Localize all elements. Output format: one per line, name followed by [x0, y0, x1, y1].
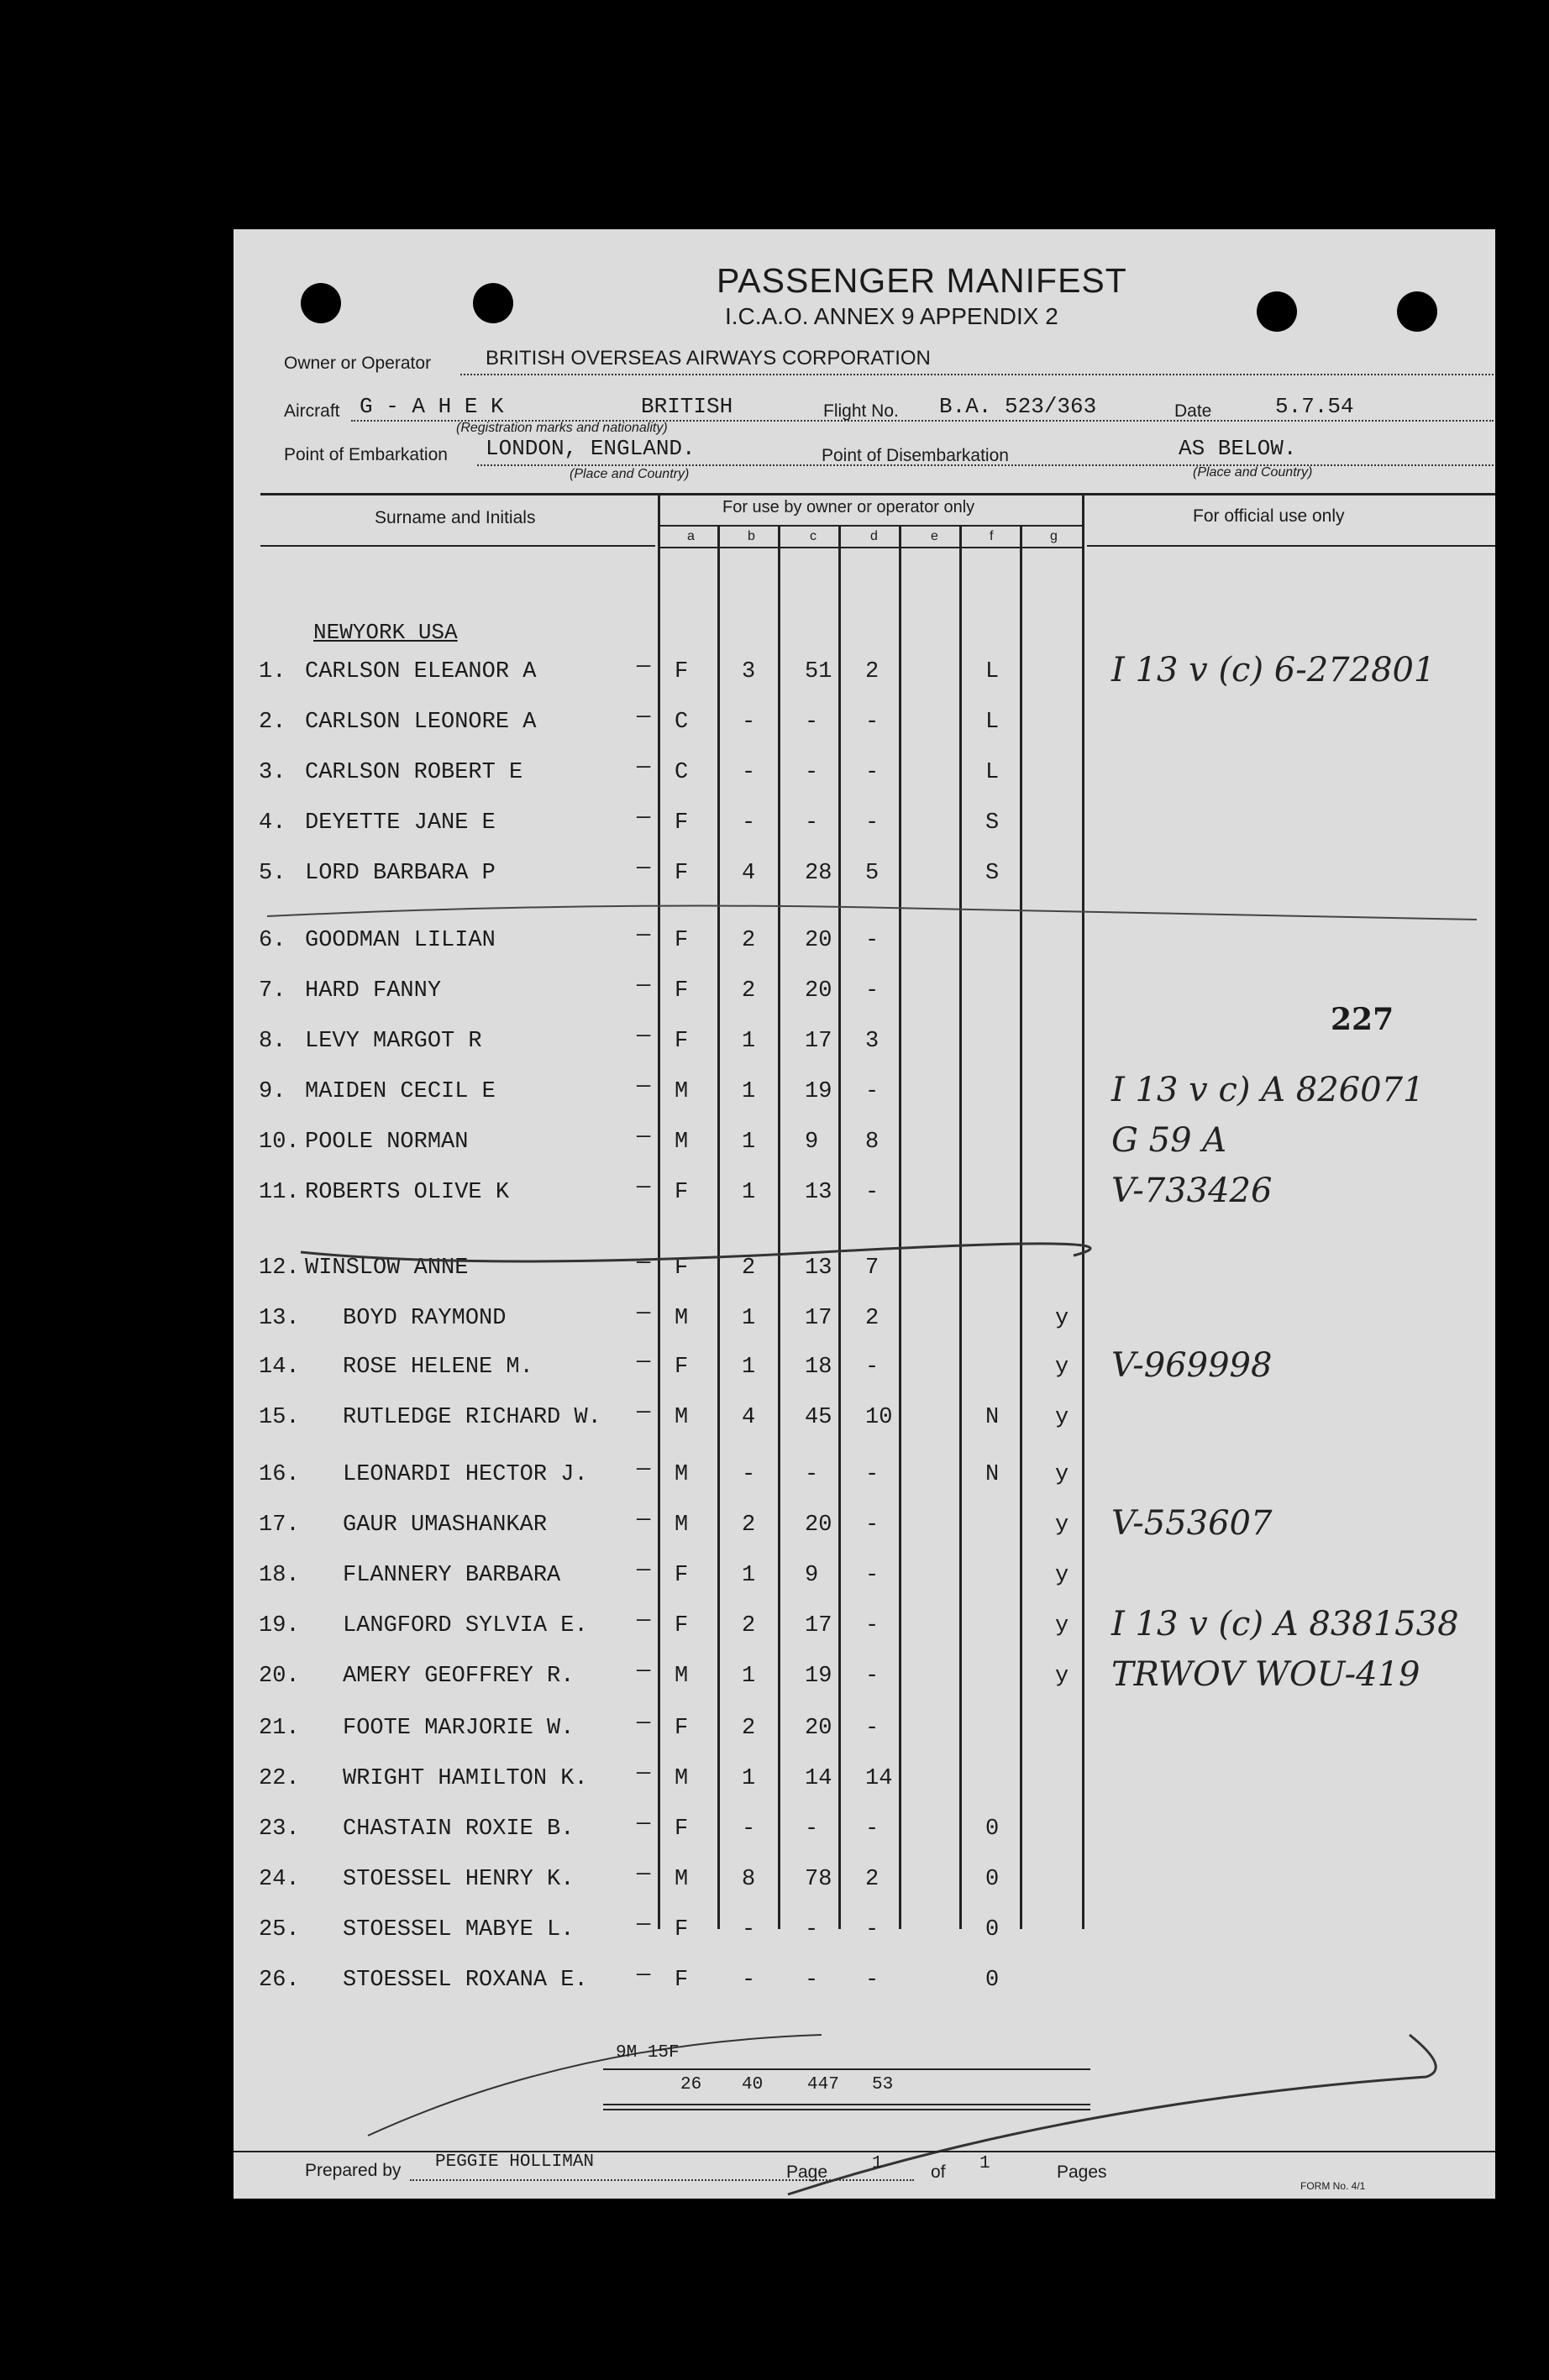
totals-d: 447 [807, 2075, 839, 2094]
col-c-value: 18 [805, 1355, 832, 1380]
col-b-value: 1 [742, 1355, 756, 1380]
col-c-value: - [805, 1968, 819, 1993]
sex-code: F [675, 1917, 689, 1942]
col-b-value: 2 [742, 1613, 756, 1638]
col-c-value: 9 [805, 1130, 819, 1155]
col-c-value: 51 [805, 659, 832, 684]
passenger-name: FOOTE MARJORIE W. [343, 1716, 575, 1741]
row-number: 18. [259, 1563, 300, 1588]
col-c-value: 20 [805, 978, 832, 1004]
col-d-value: - [865, 928, 880, 953]
check-mark-icon: — [637, 1175, 651, 1200]
col-f-value: L [985, 659, 1000, 684]
passenger-name: ROSE HELENE M. [343, 1355, 533, 1380]
check-mark-icon: — [637, 1024, 651, 1049]
col-c-value: 20 [805, 1716, 832, 1741]
check-mark-icon: — [637, 1761, 651, 1786]
col-c-value: 28 [805, 861, 832, 886]
passenger-name: LORD BARBARA P [305, 861, 496, 886]
col-c-value: - [805, 1917, 819, 1942]
passenger-name: ROBERTS OLIVE K [305, 1180, 510, 1205]
col-letter-a: a [687, 529, 695, 543]
row-number: 14. [259, 1355, 300, 1380]
col-c-value: 19 [805, 1079, 832, 1104]
col-c-value: 17 [805, 1306, 832, 1331]
col-g-value: y [1055, 1664, 1069, 1689]
col-b-value: 1 [742, 1306, 756, 1331]
form-title: PASSENGER MANIFEST [717, 261, 1127, 300]
col-d-value: - [865, 710, 880, 735]
totals-c: 40 [742, 2075, 764, 2094]
row-number: 15. [259, 1405, 300, 1430]
aircraft-label: Aircraft [284, 401, 340, 421]
check-mark-icon: — [637, 1507, 651, 1533]
row-number: 24. [259, 1867, 300, 1892]
col-letter-g: g [1050, 529, 1058, 543]
col-g-value: y [1055, 1563, 1069, 1588]
col-official: For official use only [1193, 506, 1345, 526]
passenger-name: LANGFORD SYLVIA E. [343, 1613, 588, 1638]
col-b-value: - [742, 760, 756, 785]
totals-b: 26 [680, 2075, 702, 2094]
disembark-value: AS BELOW. [1179, 436, 1297, 461]
col-b-value: 1 [742, 1664, 756, 1689]
passenger-name: DEYETTE JANE E [305, 810, 496, 836]
col-d-value: - [865, 760, 880, 785]
passenger-name: RUTLEDGE RICHARD W. [343, 1405, 601, 1430]
sex-code: F [675, 1816, 689, 1842]
sex-code: M [675, 1867, 689, 1892]
official-note: V-733426 [1111, 1172, 1273, 1210]
col-d-value: 8 [865, 1130, 880, 1155]
col-b-value: 2 [742, 1256, 756, 1281]
col-d-value: - [865, 978, 880, 1004]
col-b-value: 2 [742, 928, 756, 953]
row-number: 13. [259, 1306, 300, 1331]
col-operator: For use by owner or operator only [722, 498, 975, 516]
col-d-value: 14 [865, 1766, 893, 1791]
of-label: of [931, 2162, 946, 2182]
col-letter-c: c [810, 529, 817, 543]
sex-code: F [675, 1180, 689, 1205]
col-c-value: - [805, 1816, 819, 1842]
row-number: 2. [259, 710, 286, 735]
row-number: 12. [259, 1256, 300, 1281]
check-mark-icon: — [637, 1862, 651, 1887]
pages-label: Pages [1057, 2162, 1107, 2182]
col-b-value: 1 [742, 1563, 756, 1588]
sex-code: F [675, 659, 689, 684]
col-c-value: 17 [805, 1029, 832, 1054]
date-label: Date [1174, 401, 1212, 421]
col-b-value: 2 [742, 1716, 756, 1741]
passenger-name: STOESSEL ROXANA E. [343, 1968, 588, 1993]
check-mark-icon: — [637, 1608, 651, 1633]
col-f-value: N [985, 1462, 1000, 1487]
sex-code: C [675, 710, 689, 735]
check-mark-icon: — [637, 923, 651, 948]
check-mark-icon: — [637, 973, 651, 999]
col-g-value: y [1055, 1405, 1069, 1430]
sex-code: F [675, 1563, 689, 1588]
row-number: 22. [259, 1766, 300, 1791]
totals-e: 53 [872, 2075, 894, 2094]
col-f-value: 0 [985, 1917, 1000, 1942]
check-mark-icon: — [637, 1659, 651, 1684]
row-number: 8. [259, 1029, 286, 1054]
row-number: 19. [259, 1613, 300, 1638]
row-number: 17. [259, 1512, 300, 1538]
row-number: 25. [259, 1917, 300, 1942]
col-g-value: y [1055, 1613, 1069, 1638]
sex-code: F [675, 1029, 689, 1054]
official-note: TRWOV WOU-419 [1111, 1655, 1420, 1694]
sex-code: M [675, 1766, 689, 1791]
col-b-value: 4 [742, 861, 756, 886]
col-d-value: - [865, 1968, 880, 1993]
col-d-value: - [865, 1816, 880, 1842]
col-b-value: - [742, 710, 756, 735]
col-g-value: y [1055, 1355, 1069, 1380]
col-c-value: 9 [805, 1563, 819, 1588]
official-note: I 13 v (c) A 8381538 [1111, 1605, 1459, 1643]
col-f-value: S [985, 861, 1000, 886]
page-label: Page [786, 2162, 828, 2182]
sex-code: M [675, 1079, 689, 1104]
col-f-value: 0 [985, 1968, 1000, 1993]
col-b-value: 2 [742, 1512, 756, 1538]
col-c-value: 14 [805, 1766, 832, 1791]
col-c-value: - [805, 710, 819, 735]
col-f-value: L [985, 760, 1000, 785]
aircraft-value: G - A H E K [360, 394, 504, 419]
check-mark-icon: — [637, 1124, 651, 1150]
passenger-name: CARLSON LEONORE A [305, 710, 537, 735]
col-b-value: - [742, 810, 756, 836]
manifest-sheet [234, 229, 1495, 2199]
col-f-value: 0 [985, 1816, 1000, 1842]
sex-code: M [675, 1130, 689, 1155]
sex-code: F [675, 861, 689, 886]
row-number: 20. [259, 1664, 300, 1689]
col-surname: Surname and Initials [375, 508, 536, 527]
col-d-value: - [865, 1563, 880, 1588]
check-mark-icon: — [637, 1912, 651, 1937]
row-number: 5. [259, 861, 286, 886]
totals-sex: 9M 15F [616, 2043, 680, 2063]
official-note: I 13 v c) A 826071 [1111, 1071, 1425, 1109]
check-mark-icon: — [637, 1400, 651, 1425]
col-d-value: - [865, 1079, 880, 1104]
col-b-value: 1 [742, 1130, 756, 1155]
sex-code: M [675, 1664, 689, 1689]
check-mark-icon: — [637, 1457, 651, 1482]
col-b-value: - [742, 1462, 756, 1487]
col-letter-f: f [990, 529, 994, 543]
col-d-value: - [865, 1613, 880, 1638]
col-b-value: 4 [742, 1405, 756, 1430]
registration-note: (Registration marks and nationality) [456, 421, 668, 435]
sex-code: F [675, 1613, 689, 1638]
check-mark-icon: — [637, 1811, 651, 1837]
passenger-name: FLANNERY BARBARA [343, 1563, 561, 1588]
col-c-value: 13 [805, 1180, 832, 1205]
col-d-value: 3 [865, 1029, 880, 1054]
row-number: 11. [259, 1180, 300, 1205]
stamp-number: 227 [1331, 1002, 1394, 1037]
col-b-value: - [742, 1968, 756, 1993]
sex-code: F [675, 810, 689, 836]
col-c-value: 17 [805, 1613, 832, 1638]
col-b-value: - [742, 1917, 756, 1942]
row-number: 16. [259, 1462, 300, 1487]
check-mark-icon: — [637, 1963, 651, 1988]
col-d-value: - [865, 1180, 880, 1205]
col-b-value: 8 [742, 1867, 756, 1892]
sex-code: F [675, 928, 689, 953]
passenger-name: POOLE NORMAN [305, 1130, 469, 1155]
place-note-embark: (Place and Country) [570, 467, 690, 481]
row-number: 6. [259, 928, 286, 953]
official-note: G 59 A [1111, 1121, 1227, 1160]
col-d-value: 2 [865, 659, 880, 684]
owner-value: BRITISH OVERSEAS AIRWAYS CORPORATION [486, 347, 931, 370]
col-d-value: 7 [865, 1256, 880, 1281]
passenger-name: WRIGHT HAMILTON K. [343, 1766, 588, 1791]
col-c-value: 13 [805, 1256, 832, 1281]
row-number: 4. [259, 810, 286, 836]
row-number: 23. [259, 1816, 300, 1842]
row-number: 7. [259, 978, 286, 1004]
col-b-value: 1 [742, 1766, 756, 1791]
col-f-value: N [985, 1405, 1000, 1430]
check-mark-icon: — [637, 1711, 651, 1736]
col-c-value: 20 [805, 1512, 832, 1538]
col-d-value: 5 [865, 861, 880, 886]
embark-value: LONDON, ENGLAND. [486, 436, 696, 461]
col-b-value: 2 [742, 978, 756, 1004]
totals-double-rule [603, 2104, 1090, 2105]
col-d-value: - [865, 1716, 880, 1741]
passenger-name: HARD FANNY [305, 978, 442, 1004]
col-c-value: 20 [805, 928, 832, 953]
col-c-value: 45 [805, 1405, 832, 1430]
destination: NEWYORK USA [313, 620, 458, 645]
check-mark-icon: — [637, 856, 651, 881]
official-note: V-969998 [1111, 1346, 1273, 1385]
official-note: V-553607 [1111, 1504, 1273, 1543]
check-mark-icon: — [637, 1250, 651, 1276]
col-c-value: - [805, 1462, 819, 1487]
date-value: 5.7.54 [1275, 394, 1354, 419]
col-d-value: - [865, 1917, 880, 1942]
sex-code: M [675, 1405, 689, 1430]
embark-label: Point of Embarkation [284, 445, 448, 464]
col-d-value: 10 [865, 1405, 893, 1430]
col-b-value: 1 [742, 1180, 756, 1205]
pen-strokes [234, 229, 1495, 2199]
check-mark-icon: — [637, 1301, 651, 1326]
owner-label: Owner or Operator [284, 354, 432, 373]
sex-code: F [675, 1256, 689, 1281]
row-number: 9. [259, 1079, 286, 1104]
sex-code: F [675, 1355, 689, 1380]
passenger-name: GAUR UMASHANKAR [343, 1512, 548, 1538]
col-letter-e: e [931, 529, 938, 543]
col-f-value: 0 [985, 1867, 1000, 1892]
check-mark-icon: — [637, 705, 651, 730]
form-number: FORM No. 4/1 [1300, 2180, 1366, 2192]
col-b-value: 3 [742, 659, 756, 684]
totals-double-rule [603, 2109, 1090, 2110]
col-f-value: S [985, 810, 1000, 836]
sex-code: C [675, 760, 689, 785]
check-mark-icon: — [637, 1350, 651, 1375]
row-number: 3. [259, 760, 286, 785]
form-subtitle: I.C.A.O. ANNEX 9 APPENDIX 2 [725, 303, 1058, 329]
official-note: I 13 v (c) 6-272801 [1111, 651, 1436, 689]
row-number: 26. [259, 1968, 300, 1993]
col-letter-b: b [748, 529, 755, 543]
passenger-name: STOESSEL MABYE L. [343, 1917, 575, 1942]
prepared-label: Prepared by [305, 2161, 402, 2180]
check-mark-icon: — [637, 755, 651, 780]
passenger-name: AMERY GEOFFREY R. [343, 1664, 575, 1689]
col-c-value: - [805, 810, 819, 836]
totals-rule [603, 2068, 1090, 2070]
sex-code: M [675, 1462, 689, 1487]
row-number: 10. [259, 1130, 300, 1155]
col-d-value: - [865, 810, 880, 836]
sex-code: F [675, 1716, 689, 1741]
col-b-value: - [742, 1816, 756, 1842]
flight-value: B.A. 523/363 [939, 394, 1097, 419]
sex-code: M [675, 1512, 689, 1538]
passenger-name: STOESSEL HENRY K. [343, 1867, 575, 1892]
sex-code: F [675, 978, 689, 1004]
col-d-value: - [865, 1664, 880, 1689]
passenger-name: BOYD RAYMOND [343, 1306, 507, 1331]
col-g-value: y [1055, 1512, 1069, 1538]
prepared-line [410, 2179, 914, 2181]
nationality-value: BRITISH [641, 394, 733, 419]
col-d-value: 2 [865, 1306, 880, 1331]
row-number: 21. [259, 1716, 300, 1741]
passenger-name: MAIDEN CECIL E [305, 1079, 496, 1104]
flight-label: Flight No. [823, 401, 899, 421]
col-c-value: - [805, 760, 819, 785]
col-d-value: 2 [865, 1867, 880, 1892]
col-c-value: 19 [805, 1664, 832, 1689]
check-mark-icon: — [637, 805, 651, 831]
col-letter-d: d [870, 529, 878, 543]
passenger-name: GOODMAN LILIAN [305, 928, 496, 953]
col-b-value: 1 [742, 1029, 756, 1054]
col-d-value: - [865, 1462, 880, 1487]
check-mark-icon: — [637, 1558, 651, 1583]
place-note-disembark: (Place and Country) [1193, 465, 1313, 480]
passenger-name: LEVY MARGOT R [305, 1029, 482, 1054]
check-mark-icon: — [637, 1074, 651, 1099]
passenger-name: CHASTAIN ROXIE B. [343, 1816, 575, 1842]
passenger-name: WINSLOW ANNE [305, 1256, 469, 1281]
passenger-name: CARLSON ROBERT E [305, 760, 523, 785]
footer-rule [234, 2151, 1495, 2152]
col-g-value: y [1055, 1462, 1069, 1487]
sex-code: F [675, 1968, 689, 1993]
prepared-value: PEGGIE HOLLIMAN [435, 2152, 595, 2172]
sex-code: M [675, 1306, 689, 1331]
col-d-value: - [865, 1512, 880, 1538]
col-f-value: L [985, 710, 1000, 735]
col-b-value: 1 [742, 1079, 756, 1104]
passenger-name: CARLSON ELEANOR A [305, 659, 537, 684]
page-value: 1 [872, 2154, 883, 2173]
check-mark-icon: — [637, 654, 651, 679]
of-value: 1 [979, 2154, 990, 2173]
col-g-value: y [1055, 1306, 1069, 1331]
col-c-value: 78 [805, 1867, 832, 1892]
disembark-label: Point of Disembarkation [822, 446, 1009, 465]
row-number: 1. [259, 659, 286, 684]
passenger-name: LEONARDI HECTOR J. [343, 1462, 588, 1487]
col-d-value: - [865, 1355, 880, 1380]
